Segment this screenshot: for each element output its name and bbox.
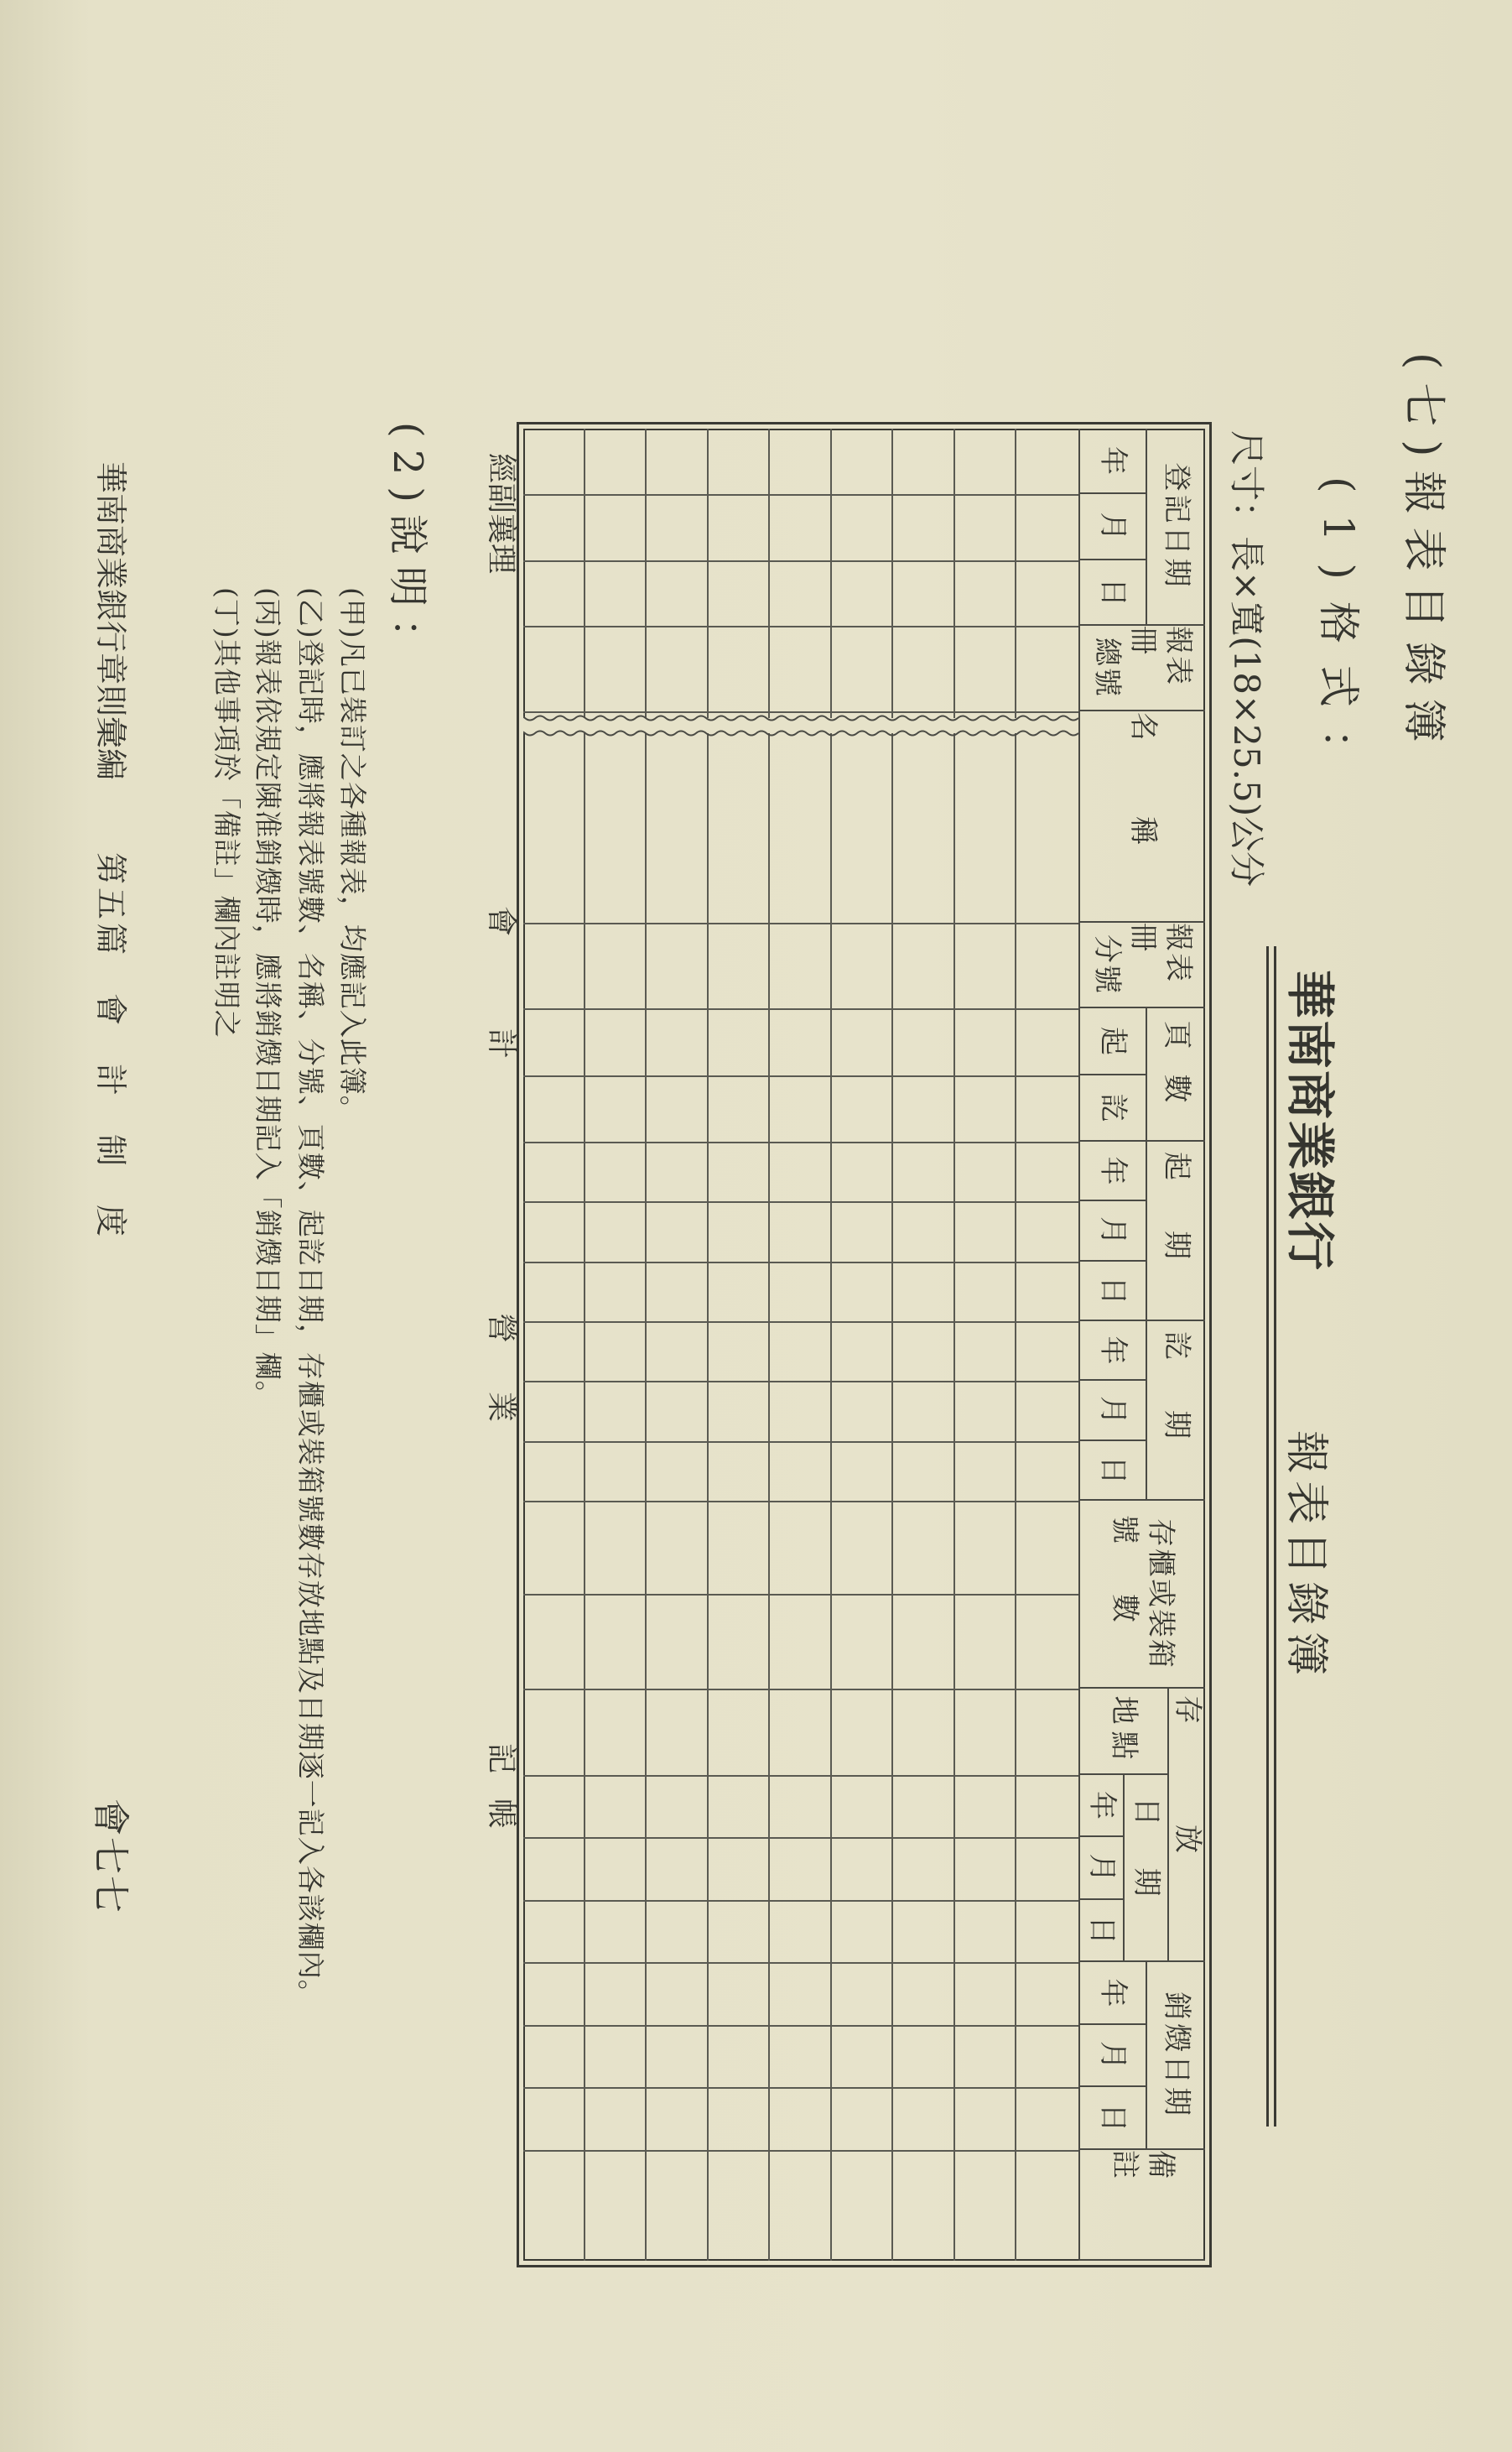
table-column-line — [523, 2150, 1078, 2152]
table-column-line — [523, 1262, 1078, 1263]
end-date-day-header — [1078, 1441, 1146, 1501]
table-column-line — [523, 2087, 1078, 2089]
storage-date-day-header — [1078, 1900, 1123, 1962]
page-to-header — [1078, 1075, 1146, 1142]
table-row-line — [1015, 429, 1016, 2261]
header-text: 年 — [1096, 1335, 1130, 1365]
table-row-line — [584, 429, 585, 2261]
table-row-line — [953, 429, 955, 2261]
storage-location-header — [1078, 1689, 1167, 1775]
signature-manager: 經副襄理 — [484, 453, 518, 575]
section-heading: (七)報表目錄簿 — [1398, 352, 1448, 756]
title-underline — [1274, 946, 1276, 2127]
end-date-header — [1146, 1321, 1205, 1501]
header-text: 月 — [1096, 1396, 1130, 1424]
start-date-year-header — [1078, 1142, 1146, 1201]
end-date-year-header — [1078, 1321, 1146, 1381]
header-text: 日期 — [1129, 1797, 1163, 1939]
register-date-day-header — [1078, 560, 1146, 626]
table-column-line — [523, 1201, 1078, 1203]
form-title: 報表目錄簿 — [1281, 1430, 1331, 1683]
header-text: 訖期 — [1159, 1331, 1193, 1489]
register-date-year-header — [1078, 429, 1146, 494]
signature-accounting: 會計 — [484, 906, 518, 1152]
header-text: 日 — [1096, 1276, 1130, 1305]
header-text: 月 — [1096, 1216, 1130, 1245]
page-from-header — [1078, 1008, 1146, 1075]
table-column-line — [523, 1321, 1078, 1323]
volume-total-no-header — [1078, 626, 1205, 711]
header-text: 起期 — [1159, 1152, 1193, 1309]
note-item: (丙)報表依規定陳准銷燬時，應將銷燬日期記入「銷燬日期」欄。 — [252, 587, 284, 1409]
header-text: 月 — [1096, 512, 1130, 541]
table-column-line — [523, 2025, 1078, 2027]
header-text: 存櫃或裝箱 — [1144, 1518, 1177, 1669]
table-column-line — [523, 560, 1078, 562]
start-date-header — [1146, 1142, 1205, 1321]
table-column-line — [523, 1962, 1078, 1964]
page-number: 會七七 — [89, 1799, 132, 1914]
table-column-line — [523, 1837, 1078, 1839]
table-column-line — [523, 1594, 1078, 1596]
header-text: 月 — [1084, 1853, 1119, 1882]
table-column-line — [523, 1689, 1078, 1690]
storage-header — [1167, 1689, 1205, 1962]
pages-header — [1146, 1008, 1205, 1142]
register-date-month-header — [1078, 494, 1146, 560]
signature-bookkeeping: 記帳 — [484, 1743, 518, 1855]
header-text: 登記日期 — [1159, 462, 1193, 591]
note-item: (甲)凡已裝訂之各種報表，均應記入此簿。 — [336, 587, 369, 1124]
header-text: 報表冊 — [1125, 626, 1196, 686]
table-row-line — [830, 429, 832, 2261]
bank-name-title: 華南商業銀行 — [1281, 970, 1338, 1273]
footer-chapter: 第五篇 會 計 制 度 — [92, 852, 129, 1241]
header-text: 頁數 — [1159, 1020, 1193, 1128]
table-column-line — [523, 1142, 1078, 1143]
signature-business: 營業 — [484, 1313, 518, 1471]
destroy-date-header — [1146, 1962, 1205, 2150]
destroy-date-year-header — [1078, 1962, 1146, 2025]
destroy-date-day-header — [1078, 2087, 1146, 2150]
start-date-month-header — [1078, 1201, 1146, 1262]
table-column-line — [523, 494, 1078, 496]
header-text: 訖 — [1096, 1093, 1130, 1122]
table-break-mark — [523, 710, 1078, 743]
volume-sub-no-header — [1078, 923, 1205, 1008]
destroy-date-month-header — [1078, 2025, 1146, 2087]
storage-date-month-header — [1078, 1837, 1123, 1900]
header-text: 總號 — [1090, 638, 1125, 698]
header-text: 年 — [1096, 1978, 1130, 2007]
name-header — [1078, 711, 1205, 923]
table-row-line — [707, 429, 709, 2261]
remarks-header — [1078, 2150, 1205, 2261]
storage-date-year-header — [1078, 1775, 1123, 1837]
note-item: (丁)其他事項於「備註」欄內註明之 — [210, 587, 243, 1039]
title-underline — [1266, 946, 1269, 2127]
header-text: 月 — [1096, 2041, 1130, 2069]
header-text: 年 — [1096, 446, 1130, 475]
header-text: 報表冊 — [1125, 923, 1196, 983]
table-column-line — [523, 1008, 1078, 1010]
note-item: (乙)登記時，應將報表號數、名稱、分號、頁數、起訖日期，存櫃或裝箱號數存放地點及日期逐一記入各該欄內。 — [294, 587, 327, 2008]
table-column-line — [523, 1775, 1078, 1777]
header-text: 銷燬日期 — [1159, 1991, 1193, 2119]
table-column-line — [523, 923, 1078, 924]
header-text: 分號 — [1090, 934, 1125, 995]
table-column-line — [523, 626, 1078, 627]
register-date-header — [1146, 429, 1205, 626]
start-date-day-header — [1078, 1262, 1146, 1321]
header-text: 日 — [1084, 1916, 1119, 1944]
size-note: 尺寸：長×寬(18×25.5)公分 — [1226, 430, 1267, 888]
box-number-header — [1078, 1501, 1205, 1689]
header-text: 地點 — [1107, 1695, 1141, 1767]
header-text: 年 — [1084, 1791, 1119, 1819]
header-text: 日 — [1096, 1455, 1130, 1485]
header-text: 起 — [1096, 1027, 1130, 1055]
header-text: 日 — [1096, 578, 1130, 606]
table-column-line — [523, 1075, 1078, 1077]
table-column-line — [523, 1900, 1078, 1902]
format-heading: (1)格式： — [1314, 476, 1363, 793]
header-text: 備註 — [1108, 2150, 1177, 2212]
storage-date-header — [1123, 1775, 1167, 1962]
header-text: 年 — [1096, 1156, 1130, 1185]
notes-heading: (2)說明： — [384, 422, 431, 670]
end-date-month-header — [1078, 1381, 1146, 1441]
table-column-line — [523, 1381, 1078, 1382]
footer-book-title: 華南商業銀行章則彙編 — [92, 461, 129, 781]
table-column-line — [523, 1441, 1078, 1443]
header-text: 日 — [1096, 2103, 1130, 2132]
header-text: 名稱 — [1125, 712, 1160, 920]
header-text: 號數 — [1108, 1515, 1142, 1673]
header-text: 存放 — [1170, 1695, 1204, 1954]
table-row-line — [645, 429, 647, 2261]
table-column-line — [523, 1501, 1078, 1502]
table-row-line — [891, 429, 893, 2261]
table-row-line — [768, 429, 770, 2261]
